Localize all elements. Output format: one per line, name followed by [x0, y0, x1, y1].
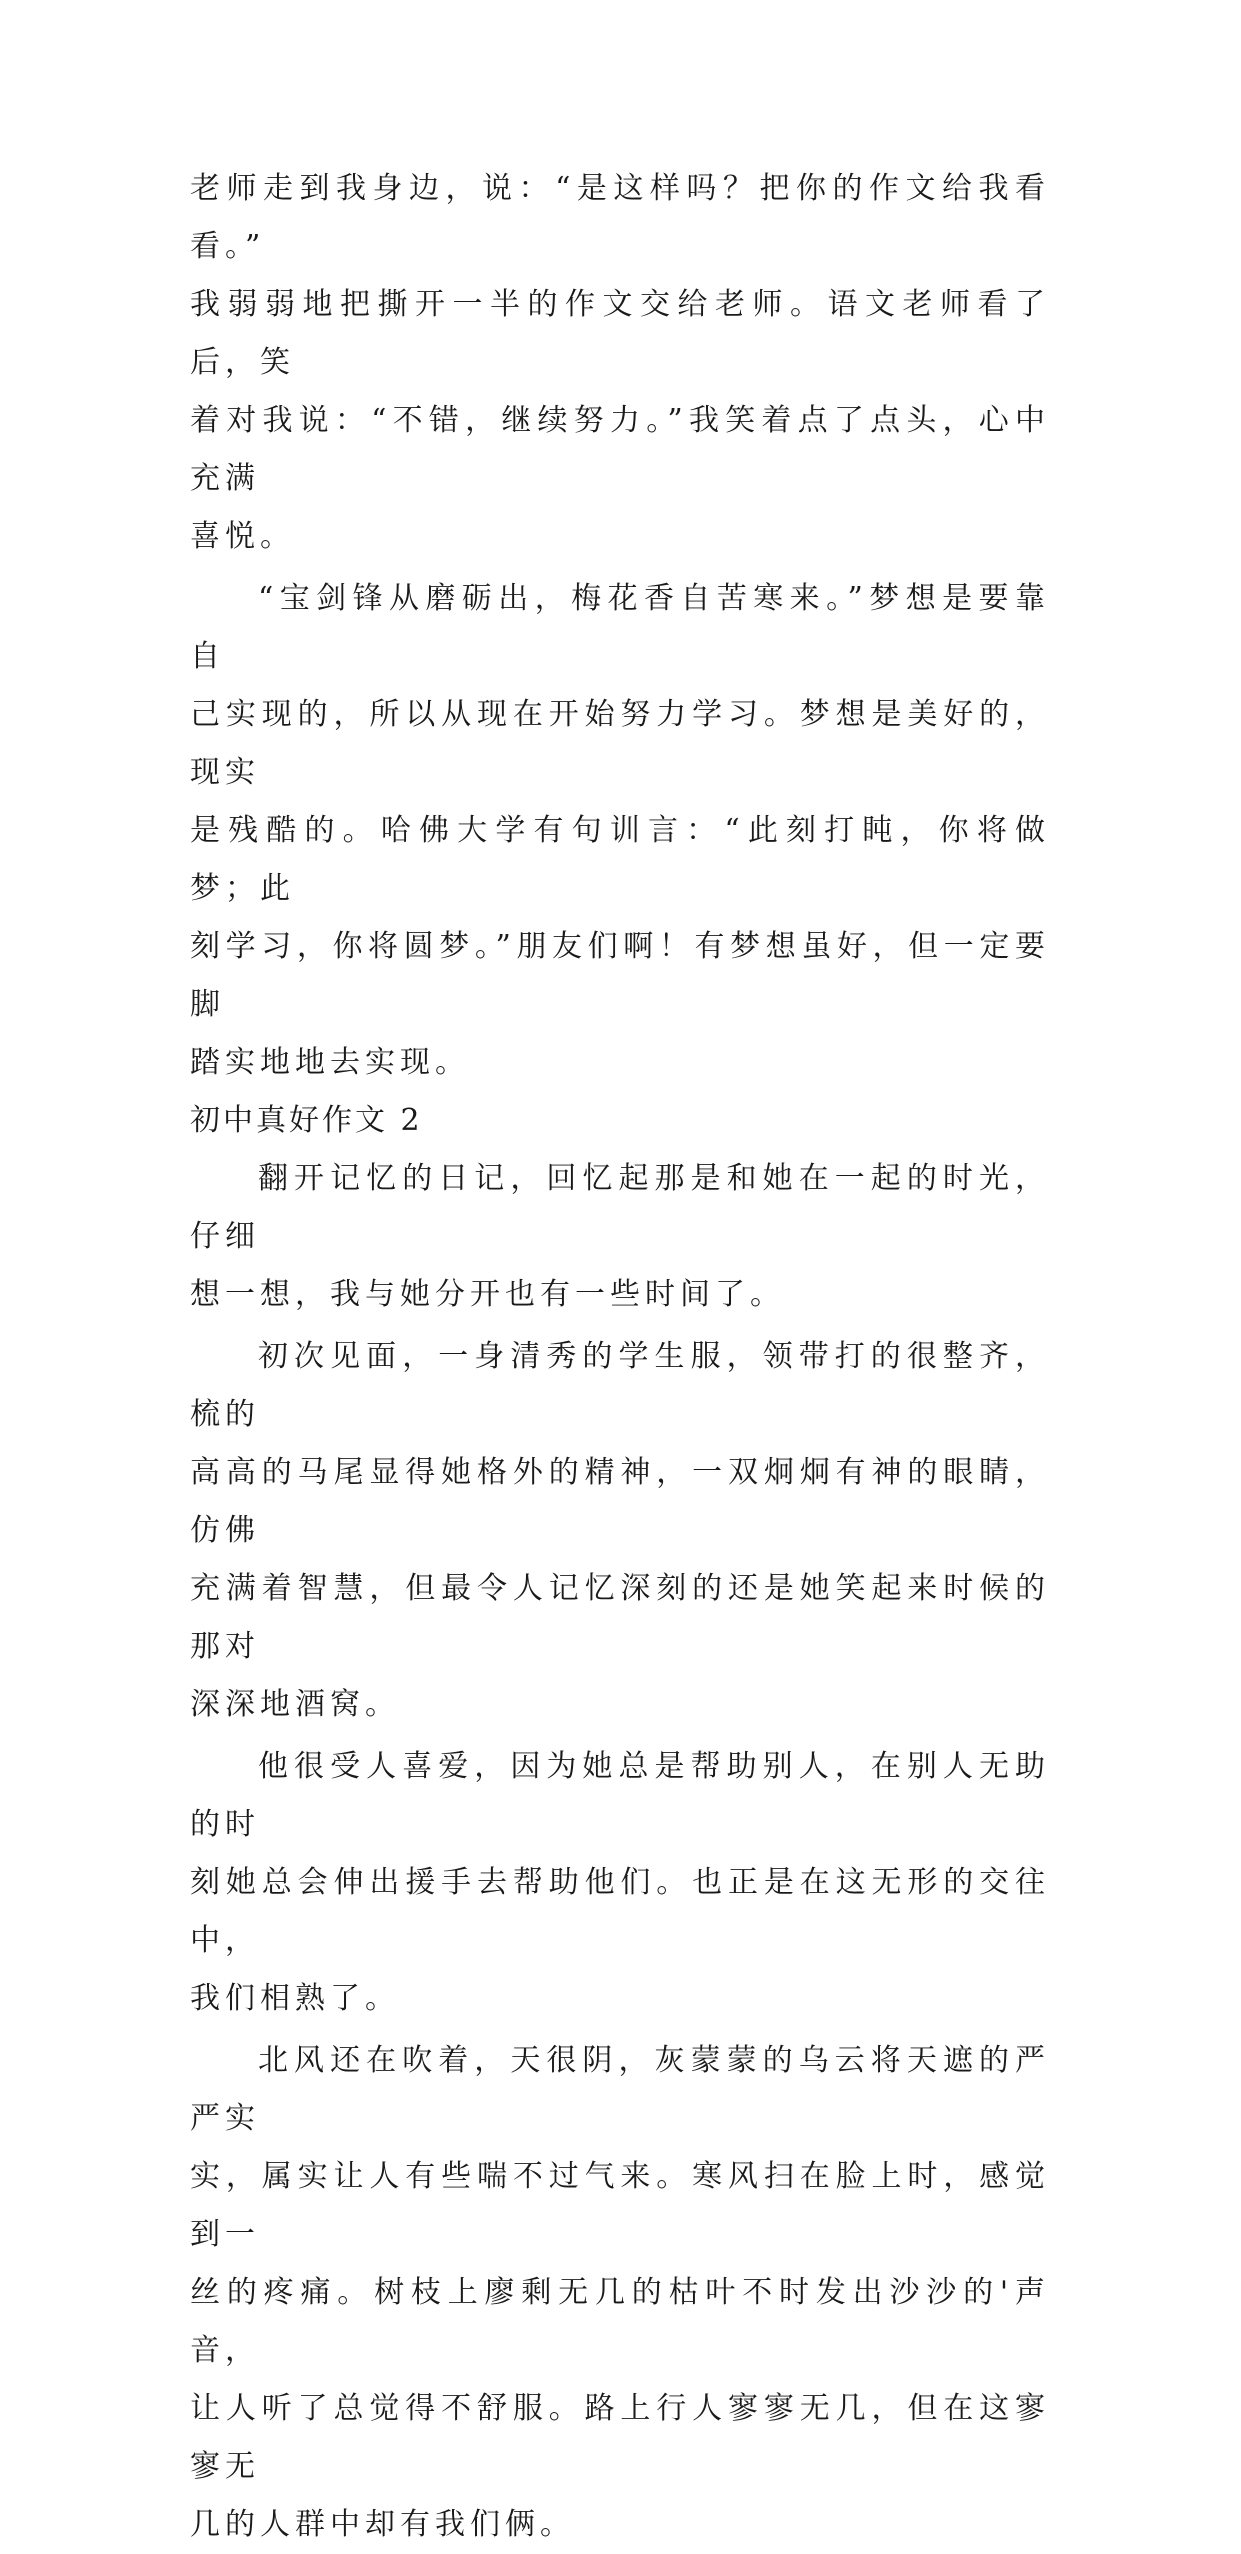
- paragraph-first-meeting: 初次见面，一身清秀的学生服，领带打的很整齐，梳的 高高的马尾显得她格外的精神，一双炯炯有神的眼睛，仿佛 充满着智慧，但最令人记忆深刻的还是她笑起来时候的那对 深深地酒窝。: [190, 1339, 1050, 1722]
- paragraph-dream-quote: “宝剑锋从磨砺出，梅花香自苦寒来。”梦想是要靠自 己实现的，所以从现在开始努力学习。梦想是美好的，现实 是残酷的。哈佛大学有句训言：“此刻打盹，你将做梦；此 刻学习，你将圆梦。”朋友们啊！有梦想虽好，但一定要脚 踏实地地去实现。: [190, 581, 1050, 1080]
- section-heading: 初中真好作文 2: [190, 1103, 423, 1138]
- paragraph-well-liked: 他很受人喜爱，因为她总是帮助别人，在别人无助的时 刻她总会伸出援手去帮助他们。也正是在这无形的交往中， 我们相熟了。: [190, 1749, 1050, 2016]
- paragraph-continuation: 老师走到我身边，说：“是这样吗？把你的作文给我看看。” 我弱弱地把撕开一半的作文交给老师。语文老师看了后，笑 着对我说：“不错，继续努力。”我笑着点了点头，心中充满 喜悦。: [190, 171, 1050, 554]
- document-page: [190, 160, 1050, 2554]
- paragraph-memory-diary: 翻开记忆的日记，回忆起那是和她在一起的时光，仔细 想一想，我与她分开也有一些时间了。: [190, 1161, 1050, 1312]
- paragraph-north-wind: 北风还在吹着，天很阴，灰蒙蒙的乌云将天遮的严严实 实，属实让人有些喘不过气来。寒风扫在脸上时，感觉到一 丝的疼痛。树枝上廖剩无几的枯叶不时发出沙沙的'声音， 让人听了总觉得不舒服。路上行人寥寥无几，但在这寥寥无 几的人群中却有我们俩。: [190, 2043, 1050, 2542]
